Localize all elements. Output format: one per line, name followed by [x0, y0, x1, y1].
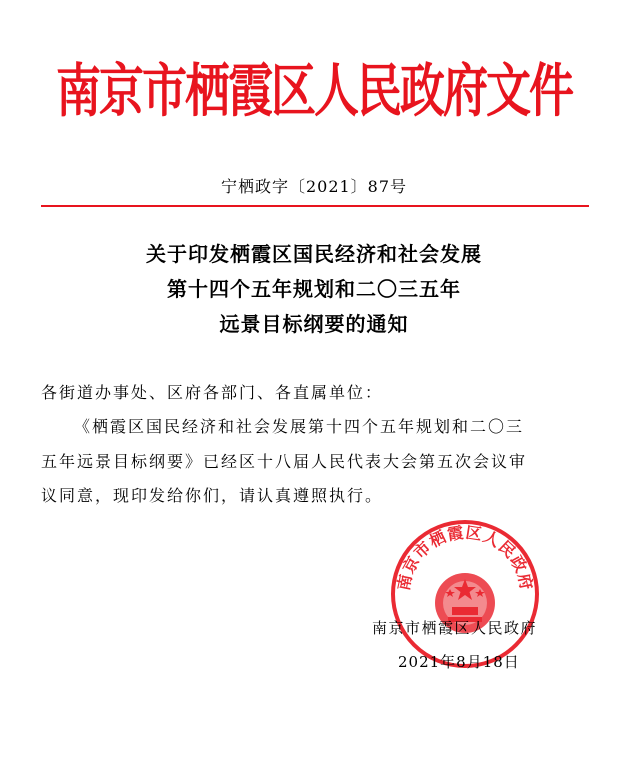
official-seal — [388, 517, 542, 671]
title-line-2: 第十四个五年规划和二〇三五年 — [167, 277, 461, 301]
issue-date: 2021年8月18日 — [398, 653, 520, 671]
issuer-name: 南京市栖霞区人民政府 — [372, 619, 538, 637]
body-line-3: 议同意，现印发给你们，请认真遵照执行。 — [41, 486, 384, 505]
title-line-1: 关于印发栖霞区国民经济和社会发展 — [146, 242, 482, 266]
document-banner: 南京市栖霞区人民政府文件 — [55, 56, 572, 125]
title-line-3: 远景目标纲要的通知 — [219, 312, 409, 336]
red-divider — [41, 205, 589, 207]
salutation: 各街道办事处、区府各部门、各直属单位： — [41, 383, 384, 402]
seal-text: 南京市栖霞区人民政府 — [393, 522, 537, 593]
document-number: 宁栖政字〔2021〕87号 — [220, 177, 408, 196]
document-title — [0, 237, 628, 342]
body-line-1: 《栖霞区国民经济和社会发展第十四个五年规划和二〇三 — [74, 417, 525, 436]
body-line-2: 五年远景目标纲要》已经区十八届人民代表大会第五次会议审 — [41, 452, 528, 471]
